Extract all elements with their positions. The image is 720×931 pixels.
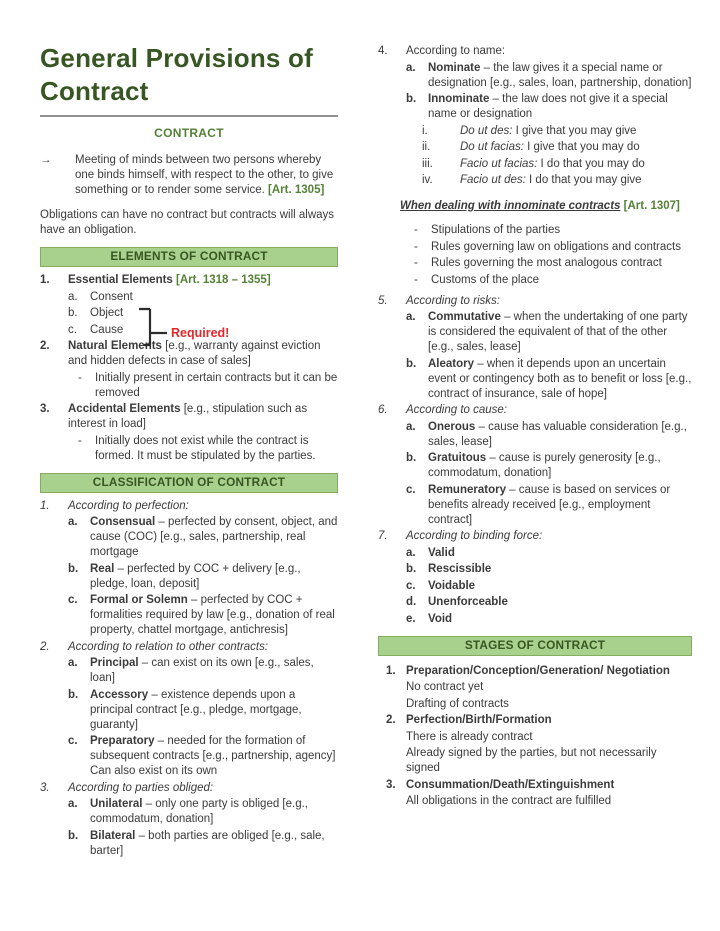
innominate-note — [378, 199, 692, 214]
term: Commutative — [428, 311, 501, 323]
item-text — [90, 515, 338, 560]
definition-text: – existence depends upon a principal contract [e.g., pledge, mortgage, guaranty] — [90, 688, 302, 731]
item-text — [90, 797, 338, 827]
page-title-line2: Contract — [40, 76, 149, 106]
item-letter: b. — [406, 563, 417, 575]
term: Remuneratory — [428, 483, 506, 496]
stage-title: Perfection/Birth/Formation — [406, 714, 552, 726]
definition-text: – only one party is obliged [e.g., commodatum, donation] — [90, 798, 309, 825]
page-title-line1: General Provisions of — [40, 43, 313, 73]
dash-item — [78, 434, 338, 464]
item-text — [428, 61, 692, 91]
item-text — [428, 420, 692, 450]
classification-item — [406, 92, 692, 122]
item-letter: a. — [68, 516, 78, 528]
translation-text: I do that you may do — [540, 157, 645, 170]
left-column — [40, 42, 338, 859]
item-letter: c. — [68, 323, 77, 336]
required-bracket-icon — [137, 307, 173, 349]
item-text — [68, 402, 338, 432]
stage-item — [386, 664, 692, 679]
item-letter: b. — [406, 93, 417, 105]
item-letter: a. — [406, 311, 416, 323]
definition-text: – can exist on its own [e.g., sales, loan] — [90, 657, 314, 684]
banner-stages-of-contract: STAGES OF CONTRACT — [378, 636, 692, 656]
classification-group-heading — [40, 781, 338, 796]
item-text: Stipulations of the parties — [431, 224, 561, 236]
item-text — [90, 656, 338, 686]
item-letter: b. — [68, 307, 78, 319]
item-text: Cause — [90, 323, 124, 336]
item-letter: b. — [68, 829, 79, 842]
dash-bullet: - — [414, 224, 418, 236]
translation-text: I do that you may give — [529, 174, 642, 186]
classification-item — [68, 562, 338, 592]
classification-item — [68, 688, 338, 733]
definition-text: – perfected by COC + formalities required by law [e.g., donation of real property, chattel mortgage, antichresis] — [90, 594, 335, 636]
item-letter: b. — [406, 357, 417, 370]
definition-text: – when the undertaking of one party is considered the equivalent of that of the other [e.g., sales, lease] — [428, 311, 688, 353]
item-text: Initially does not exist while the contract is formed. It must be stipulated by the parties. — [95, 434, 316, 462]
obligation-note: Obligations can have no contract but contracts will always have an obligation. — [40, 209, 335, 236]
classification-item — [68, 797, 338, 827]
latin-phrase: Facio ut facias: — [460, 157, 538, 170]
item-text: Consent — [90, 290, 133, 303]
item-text — [428, 579, 692, 594]
stages-list — [378, 664, 692, 810]
item-text — [428, 546, 692, 561]
translation-text: I give that you may give — [515, 124, 637, 137]
item-text: Already signed by the parties, but not necessarily signed — [406, 747, 657, 774]
definition-text: – when it depends upon an uncertain event or contingency both as to benefit or loss [e.g., contract of insurance, sale of hope] — [428, 357, 692, 400]
item-text — [428, 451, 692, 481]
item-number: 7. — [378, 530, 388, 542]
group-label: According to binding force: — [406, 530, 543, 542]
item-letter: c. — [68, 594, 78, 606]
classification-list-left — [40, 499, 338, 859]
item-number: 2. — [40, 640, 50, 653]
classification-group-heading — [378, 529, 692, 544]
stage-title: Consummation/Death/Extinguishment — [406, 778, 615, 791]
item-letter: a. — [68, 290, 78, 303]
group-label: According to relation to other contracts: — [68, 640, 269, 653]
latin-item — [422, 157, 692, 172]
item-number: 3. — [386, 778, 396, 791]
definition-text: – both parties are obliged [e.g., sale, barter] — [90, 829, 325, 857]
classification-group-heading — [40, 499, 338, 514]
classification-list-right-bottom — [378, 294, 692, 627]
article-ref: [Art. 1307] — [623, 200, 680, 212]
definition-body: Meeting of minds between two persons whereby one binds himself, with respect to the other, to give something or to render some service. — [75, 154, 334, 196]
item-letter: b. — [406, 452, 417, 464]
item-number: 6. — [378, 404, 388, 416]
classification-group-heading — [378, 44, 692, 59]
item-text: Customs of the place — [431, 273, 540, 286]
item-text — [68, 339, 338, 369]
section-heading-contract: CONTRACT — [154, 126, 224, 140]
latin-item — [422, 173, 692, 188]
item-text — [428, 92, 692, 122]
item-letter: c. — [406, 483, 416, 496]
classification-item — [406, 562, 692, 577]
group-label: According to perfection: — [68, 499, 189, 512]
classification-item — [406, 546, 692, 561]
latin-phrase: Do ut facias: — [460, 141, 524, 153]
item-text — [428, 483, 692, 528]
item-letter: c. — [406, 579, 416, 592]
dash-bullet: - — [414, 257, 418, 269]
item-text — [428, 612, 692, 627]
term: Voidable — [428, 579, 476, 592]
term: Accessory — [90, 688, 149, 701]
element-sub-item — [68, 290, 338, 305]
classification-item — [406, 483, 692, 528]
element-item — [40, 402, 338, 432]
item-number: 3. — [40, 403, 50, 415]
dash-bullet: - — [78, 434, 82, 447]
item-text — [90, 593, 338, 638]
item-text: Object — [90, 307, 124, 319]
rule-item — [414, 256, 692, 271]
term: Rescissible — [428, 563, 492, 575]
item-letter: a. — [68, 798, 78, 810]
classification-item — [68, 734, 338, 779]
term: Onerous — [428, 420, 476, 433]
title-divider — [40, 115, 338, 117]
article-ref: [Art. 1318 – 1355] — [176, 274, 271, 286]
stage-detail-line — [406, 697, 692, 712]
term: Aleatory — [428, 357, 475, 370]
term: Real — [90, 562, 115, 575]
definition-text — [75, 153, 338, 198]
item-text: All obligations in the contract are fulfilled — [406, 795, 612, 807]
definition-item — [40, 153, 338, 198]
element-sub-item — [68, 306, 338, 321]
item-text — [90, 562, 338, 592]
item-letter: a. — [406, 420, 416, 433]
dash-bullet: - — [414, 273, 418, 286]
term: Valid — [428, 546, 455, 559]
definition-text: – cause is purely generosity [e.g., commodatum, donation] — [428, 452, 661, 479]
item-letter: d. — [406, 596, 417, 608]
right-column — [378, 38, 692, 809]
latin-phrase: Do ut des: — [460, 124, 513, 137]
elements-section — [40, 273, 338, 464]
term: Innominate — [428, 93, 490, 105]
latin-item — [422, 124, 692, 139]
latin-phrase: Facio ut des: — [460, 174, 526, 186]
item-text — [428, 562, 692, 577]
classification-item — [68, 656, 338, 686]
classification-item — [406, 579, 692, 594]
stage-detail-line — [406, 794, 692, 809]
term: Unenforceable — [428, 596, 508, 608]
stage-detail-line — [406, 680, 692, 695]
classification-item — [406, 451, 692, 481]
item-text — [90, 734, 338, 779]
stage-detail-line — [406, 746, 692, 776]
dash-bullet: - — [78, 371, 82, 384]
item-text — [460, 140, 692, 155]
term: Void — [428, 612, 453, 625]
stage-title: Preparation/Conception/Generation/ Negotiation — [406, 664, 670, 677]
roman-numeral: ii. — [422, 141, 431, 153]
innominate-note-phrase: When dealing with innominate contracts — [400, 200, 621, 212]
roman-numeral: iv. — [422, 174, 433, 186]
term: Formal or Solemn — [90, 594, 188, 606]
term: Essential Elements — [68, 274, 173, 286]
banner-classification-of-contract: CLASSIFICATION OF CONTRACT — [40, 473, 338, 493]
term: Natural Elements — [68, 340, 162, 352]
item-text — [90, 829, 338, 859]
item-text — [90, 688, 338, 733]
item-number: 1. — [40, 274, 50, 286]
required-label: Required! — [171, 326, 230, 340]
translation-text: I give that you may do — [527, 141, 640, 153]
definition-text: – cause is based on services or benefits already received [e.g., employment contract] — [428, 483, 671, 526]
element-item — [40, 273, 338, 288]
term: Principal — [90, 657, 139, 669]
stage-item — [386, 778, 692, 793]
term: Consensual — [90, 516, 156, 528]
classification-group-heading — [378, 294, 692, 309]
rule-item — [414, 223, 692, 238]
classification-item — [68, 593, 338, 638]
roman-numeral: i. — [422, 124, 428, 137]
term: Nominate — [428, 61, 481, 74]
dash-bullet: - — [414, 240, 418, 253]
group-label: According to name: — [406, 45, 506, 57]
item-text: Rules governing the most analogous contract — [431, 257, 662, 269]
definition-text: – needed for the formation of subsequent contracts [e.g., partnership, agency] Can also exist on its own — [90, 735, 336, 777]
classification-item — [68, 515, 338, 560]
stage-detail-line — [406, 730, 692, 745]
classification-item — [68, 829, 338, 859]
item-letter: e. — [406, 612, 416, 625]
stage-item — [386, 713, 692, 728]
classification-item — [406, 357, 692, 402]
classification-item — [406, 310, 692, 355]
item-text — [428, 357, 692, 402]
classification-item — [406, 61, 692, 91]
example-text: [e.g., stipulation such as interest in load] — [68, 403, 308, 430]
classification-item — [406, 595, 692, 610]
classification-list-right-top — [378, 44, 692, 188]
term: Accidental Elements — [68, 403, 181, 415]
item-text: Drafting of contracts — [406, 697, 509, 710]
roman-numeral: iii. — [422, 157, 433, 170]
page-title — [40, 42, 338, 108]
item-letter: a. — [406, 546, 416, 559]
definition-text: – perfected by consent, object, and cause (COC) [e.g., sales, partnership, real mortgage — [90, 516, 338, 558]
item-text: Initially present in certain contracts but it can be removed — [95, 371, 338, 399]
item-text: No contract yet — [406, 681, 484, 693]
group-label: According to parties obliged: — [68, 781, 214, 794]
item-text — [68, 273, 338, 288]
latin-item — [422, 140, 692, 155]
definition-text: – the law gives it a special name or designation [e.g., sales, loan, partnership, donation] — [428, 61, 692, 89]
classification-group-heading — [40, 640, 338, 655]
item-number: 4. — [378, 45, 388, 57]
term: Gratuitous — [428, 452, 487, 464]
item-letter: c. — [68, 735, 78, 747]
item-text: Rules governing law on obligations and contracts — [431, 240, 681, 253]
definition-text: – perfected by COC + delivery [e.g., pledge, loan, deposit] — [90, 562, 301, 590]
item-text: There is already contract — [406, 730, 533, 743]
term: Bilateral — [90, 829, 136, 842]
classification-group-heading — [378, 403, 692, 418]
arrow-bullet-icon: → — [40, 154, 52, 166]
item-text — [460, 157, 692, 172]
elements-list — [40, 273, 338, 464]
definition-text: – the law does not give it a special name or designation — [428, 93, 668, 120]
article-ref: [Art. 1305] — [268, 184, 325, 196]
item-number: 3. — [40, 781, 50, 794]
item-text — [460, 124, 692, 139]
example-text: [e.g., warranty against eviction and hidden defects in case of sales] — [68, 340, 321, 367]
item-number: 2. — [386, 714, 396, 726]
item-number: 1. — [40, 499, 50, 512]
term: Unilateral — [90, 798, 143, 810]
item-number: 2. — [40, 340, 50, 352]
item-text — [460, 173, 692, 188]
dash-item — [78, 371, 338, 401]
innominate-rules-list — [378, 223, 692, 288]
term: Preparatory — [90, 735, 155, 747]
group-label: According to cause: — [406, 404, 508, 416]
banner-elements-of-contract: ELEMENTS OF CONTRACT — [40, 247, 338, 267]
item-letter: a. — [68, 657, 78, 669]
item-number: 5. — [378, 294, 388, 307]
group-label: According to risks: — [406, 294, 500, 307]
rule-item — [414, 273, 692, 288]
element-item — [40, 339, 338, 369]
classification-item — [406, 612, 692, 627]
rule-item — [414, 240, 692, 255]
definition-text: – cause has valuable consideration [e.g., sales, lease] — [428, 420, 687, 448]
item-letter: b. — [68, 688, 79, 701]
item-letter: a. — [406, 61, 416, 74]
classification-item — [406, 420, 692, 450]
item-letter: b. — [68, 562, 79, 575]
item-text — [428, 595, 692, 610]
item-text — [428, 310, 692, 355]
item-number: 1. — [386, 664, 396, 677]
